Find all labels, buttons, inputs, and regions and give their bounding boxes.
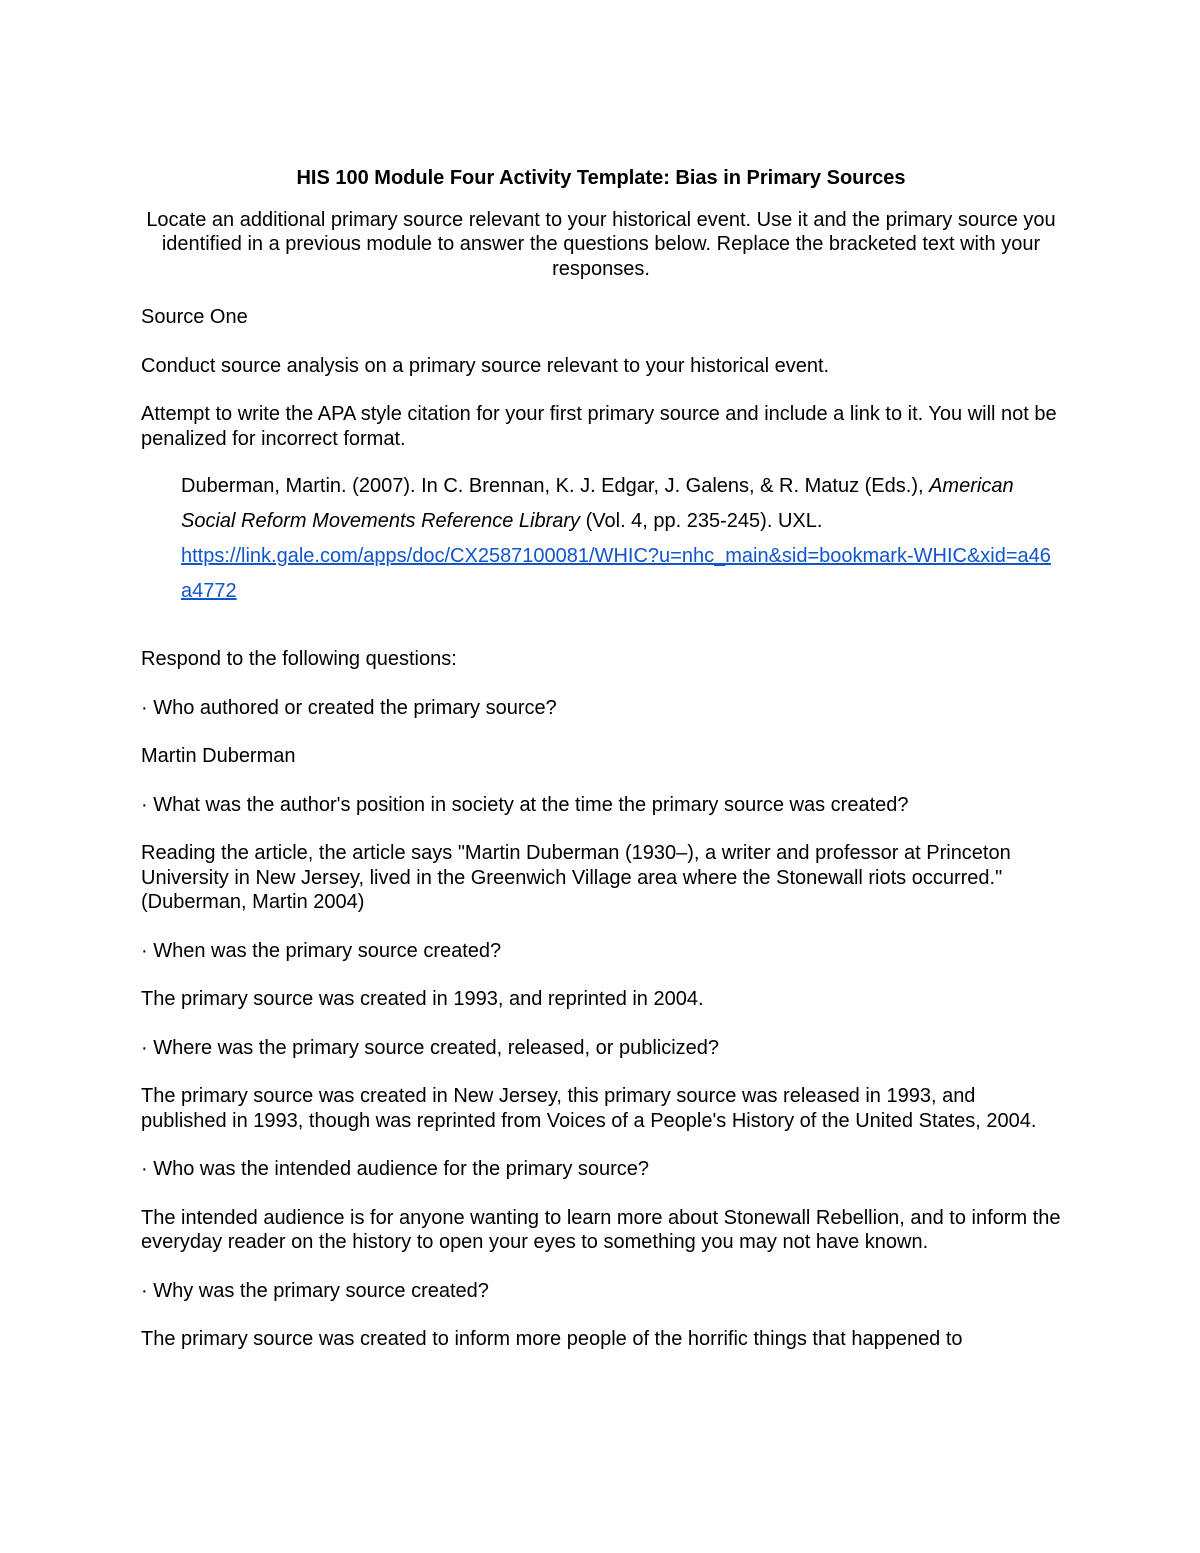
question-author: · Who authored or created the primary source? (141, 696, 557, 719)
respond-heading: Respond to the following questions: (141, 648, 457, 670)
answer-when: The primary source was created in 1993, and reprinted in 2004. (141, 988, 704, 1010)
intro-paragraph: Locate an additional primary source relevant to your historical event. Use it and the primary source you identified in a previous module to answer the questions below. Replace the bracketed text with your responses. (146, 208, 1056, 280)
question-where: · Where was the primary source created, released, or publicized? (141, 1036, 720, 1059)
document-title: HIS 100 Module Four Activity Template: Bias in Primary Sources (296, 167, 906, 189)
citation-suffix: (Vol. 4, pp. 235-245). UXL. (580, 510, 823, 532)
question-why: · Why was the primary source created? (141, 1279, 489, 1302)
citation-block (181, 469, 1061, 609)
instruction-paragraph: Conduct source analysis on a primary source relevant to your historical event. (141, 354, 830, 377)
question-audience: · Who was the intended audience for the primary source? (141, 1158, 650, 1180)
citation-title: American Social Reform Movements Reference Library (181, 475, 1014, 532)
citation-prompt: Attempt to write the APA style citation for your first primary source and include a link to it. You will not be penalized for incorrect format. (141, 403, 1057, 450)
question-when: · When was the primary source created? (141, 939, 502, 962)
citation-link[interactable]: https://link.gale.com/apps/doc/CX2587100081/WHIC?u=nhc_main&sid=bookmark-WHIC&xid=a46a4772 (181, 545, 1051, 602)
document-body (141, 166, 1061, 1352)
answer-audience: The intended audience is for anyone wanting to learn more about Stonewall Rebellion, and to inform the everyday reader on the history to open your eyes to something you may not have known. (141, 1206, 1061, 1253)
answer-position: Reading the article, the article says "Martin Duberman (1930–), a writer and professor at Princeton University in New Jersey, lived in the Greenwich Village area where the Stonewall riots occurred." (Duberman, Martin 2004) (141, 842, 1011, 913)
citation-prefix: Duberman, Martin. (2007). In C. Brennan, K. J. Edgar, J. Galens, & R. Matuz (Eds.), (181, 475, 930, 497)
answer-where: The primary source was created in New Jersey, this primary source was released in 1993, and published in 1993, though was reprinted from Voices of a People's History of the United States, 2004. (141, 1085, 1037, 1132)
answer-why: The primary source was created to inform more people of the horrific things that happened to (141, 1328, 963, 1350)
answer-author: Martin Duberman (141, 745, 296, 767)
question-position: · What was the author's position in society at the time the primary source was created? (141, 793, 909, 816)
source-heading: Source One (141, 306, 248, 328)
